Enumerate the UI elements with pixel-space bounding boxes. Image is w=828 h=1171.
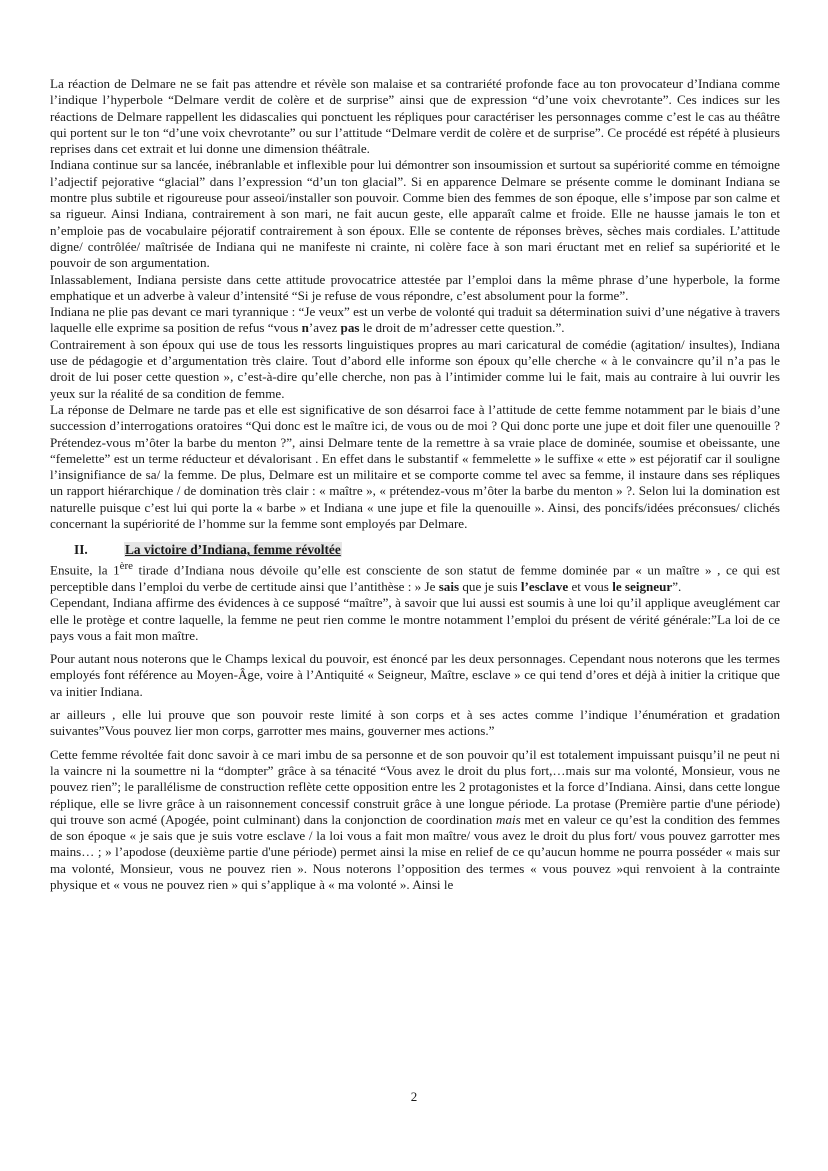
paragraph-inlassablement: Inlassablement, Indiana persiste dans cette attitude provocatrice attestée par l’emploi dans la même phrase d’une hyperbole, la forme emphatique et un adverbe à valeur d’intensité “Si je refuse de vous répondre, c’est absolument pour la forme”. bbox=[50, 271, 780, 303]
paragraph-cependant: Cependant, Indiana affirme des évidences à ce supposé “maître”, à savoir que lui aussi est soumis à une loi qu’il applique aveuglément car elle le protège et contre laquelle, la femme ne peut rien comme le montre notamment l’emploi du présent de vérité générale:”La loi de ce pays vous a fait mon maître. bbox=[50, 595, 780, 643]
paragraph-je-veux: Indiana ne plie pas devant ce mari tyrannique : “Je veux” est un verbe de volonté qui traduit sa détermination suivi d’une négative à travers laquelle elle exprime sa position de refus “vous n’avez pas le droit de m’adresser cette question.”. bbox=[50, 304, 780, 336]
page-number: 2 bbox=[410, 1089, 418, 1104]
paragraph-delmare-reaction: La réaction de Delmare ne se fait pas attendre et révèle son malaise et sa contrariété profonde face au ton provocateur d’Indiana comme l’indique l’hyperbole “Delmare verdit de colère et de surprise” ainsi que de expression “d’une voix chevrotante”. Ces indices sur les réactions de Delmare rappellent les didascalies qui ponctuent les répliques pour caractériser les personnages comme c’est le cas au théâtre qui portent sur le ton “d’une voix chevrotante” ou sur l’attitude “Delmare verdit de colère et de surprise”. Ce procédé est répété à plusieurs reprises dans cet extrait et lui donne une dimension théâtrale. bbox=[50, 76, 780, 157]
paragraph-ensuite: Ensuite, la 1ère tirade d’Indiana nous dévoile qu’elle est consciente de son statut de femme dominée par « un maître » , ce qui est perceptible dans l’emploi du verbe de certitude ainsi que l’antithèse : » Je sais que je suis l’esclave et vous le seigneur”. bbox=[50, 560, 780, 594]
paragraph-femme-revoltee: Cette femme révoltée fait donc savoir à ce mari imbu de sa personne et de son pouvoir qu’il est totalement impuissant puisqu’il ne peut ni la vaincre ni la soumettre ni la “dompter” grâce à sa ténacité “Vous avez le droit du plus fort,…mais sur ma volonté, Monsieur, vous ne pouvez rien”; le parallélisme de construction reflète cette opposition entre les 2 protagonistes et la force d’Indiana. Ainsi, dans cette longue réplique, elle se livre grâce à un raisonnement concessif construit grâce à une longue période. La protase (Première partie d'une période) qui trouve son acmé (Apogée, point culminant) dans la conjonction de coordination mais met en valeur ce qu’est la condition des femmes de son époque « je sais que je suis votre esclave / la loi vous a fait mon maître/ vous avez le droit du plus fort/ vous pouvez garrotter mes mains… ; » l’apodose (deuxième partie d'une période) permet ainsi la mise en relief de ce qu’aucun homme ne pourra posséder « mais sur ma volonté, Monsieur, vous ne pouvez rien ». Nous noterons l’opposition des termes « vous pouvez »qui renvoient à la contrainte physique et « vous ne pouvez rien » qui s’applique à « ma volonté ». Ainsi le bbox=[50, 746, 780, 893]
paragraph-indiana-lancee: Indiana continue sur sa lancée, inébranlable et inflexible pour lui démontrer son insoumission et surtout sa supériorité comme en témoigne l’adjectif pejorative “glacial” dans l’expression “d’un ton glacial”. Si en apparence Delmare se présente comme le dominant Indiana se montre plus subtile et rigoureuse pour asseoi/installer son pouvoir. Comme bien des femmes de son époque, elle s’impose par son calme et sa rigueur. Ainsi Indiana, contrairement à son mari, ne fait aucun geste, elle apparaît calme et froide. Elle ne hausse jamais le ton et n’emploie pas de vocabulaire péjoratif contrairement à son époux. Elle se contente de réponses brèves, sèches mais cordiales. L’attitude digne/ contrôlée/ maîtrisée de Indiana qui ne manifeste ni crainte, ni colère face à son mari éructant met en relief sa supériorité et le pouvoir de son argumentation. bbox=[50, 157, 780, 271]
paragraph-par-ailleurs: ar ailleurs , elle lui prouve que son pouvoir reste limité à son corps et à ses actes comme l’indique l’énumération et gradation suivantes”Vous pouvez lier mon corps, garrotter mes mains, gouverner mes actions.” bbox=[50, 707, 780, 739]
document-body bbox=[50, 76, 780, 893]
paragraph-contrairement: Contrairement à son époux qui use de tous les ressorts linguistiques propres au mari caricatural de comédie (agitation/ insultes), Indiana use de pédagogie et d’argumentation très claire. Tout d’abord elle informe son époux qu’elle cherche « à le convaincre qu’il n’a pas le droit de lui poser cette question », c’est-à-dire qu’elle cherche, non pas à l’intimider comme lui le fait, mais au contraire à lui ouvrir les yeux sur la réalité de sa condition de femme. bbox=[50, 336, 780, 401]
paragraph-pour-autant: Pour autant nous noterons que le Champs lexical du pouvoir, est énoncé par les deux personnages. Cependant nous noterons que les termes employés font référence au Moyen-Âge, voire à l’Antiquité « Seigneur, Maître, esclave » ce qui tend d’ores et déjà à initier la critique que va initier Indiana. bbox=[50, 651, 780, 699]
section-title: La victoire d’Indiana, femme révoltée bbox=[125, 542, 341, 558]
section-heading bbox=[74, 541, 780, 558]
section-number: II. bbox=[74, 542, 88, 558]
paragraph-reponse-delmare: La réponse de Delmare ne tarde pas et elle est significative de son désarroi face à l’attitude de cette femme notamment par le biais d’une succession d’interrogations oratoires “Qui donc est le maître ici, de vous ou de moi ? Qui donc porte une jupe et doit filer une quenouille ? Prétendez-vous m’ôter la barbe du menton ?”, ainsi Delmare tente de la remettre à sa vraie place de dominée, soumise et obeissante, une “femelette” est un terme réducteur et dévalorisant . En effet dans le substantif « femmelette » le suffixe « ette » est péjoratif car il souligne l’insignifiance de sa/ la femme. De plus, Delmare est un militaire et se comporte comme tel avec sa femme, il instaure dans ses répliques un rapport hiérarchique / de domination très clair : « maître », « prétendez-vous m’ôter la barbe du menton » ?. Selon lui la domination est naturelle puisque c’est lui qui porte la « barbe » et Indiana « une jupe et file la quenouille ». Ainsi, des poncifs/idées préconsues/ clichés concernant la supériorité de l’homme sur la femme sont employés par Delmare. bbox=[50, 401, 780, 532]
